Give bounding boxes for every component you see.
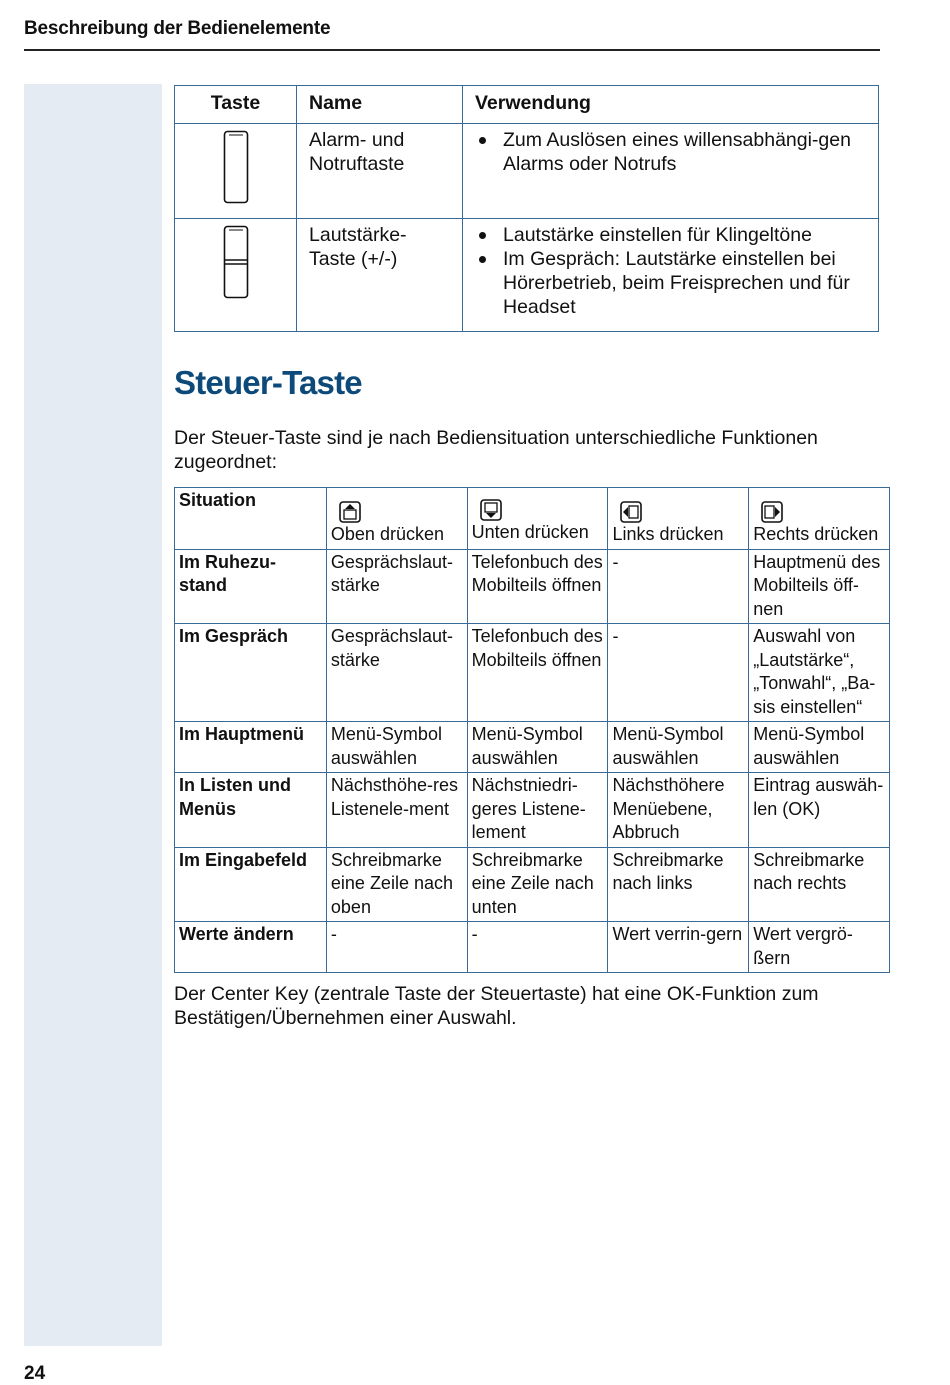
table-cell: Eintrag auswäh-len (OK)	[749, 773, 890, 848]
direction-label: Oben drücken	[330, 524, 444, 544]
table-cell: -	[326, 922, 467, 973]
table-cell: Telefonbuch des Mobilteils öffnen	[467, 624, 608, 722]
situation-cell: Im Ruhezu-stand	[175, 549, 327, 624]
header-up	[326, 488, 467, 550]
situation-cell: Im Gespräch	[175, 624, 327, 722]
keys-table	[174, 85, 879, 332]
header-down	[467, 488, 608, 550]
direction-label: Unten drücken	[471, 522, 589, 542]
direction-label: Links drücken	[612, 524, 724, 544]
header-situation: Situation	[175, 488, 327, 550]
key-icon-cell	[175, 219, 297, 332]
key-usage	[463, 219, 879, 332]
table-cell: Wert verrin-gern	[608, 922, 749, 973]
table-row	[175, 722, 890, 773]
page-number: 24	[24, 1363, 46, 1384]
table-cell: Telefonbuch des Mobilteils öffnen	[467, 549, 608, 624]
table-row	[175, 219, 879, 332]
keys-table-header-row	[175, 86, 879, 124]
intro-paragraph: Der Steuer-Taste sind je nach Bediensituation unterschiedliche Funktionen zugeordnet:	[174, 427, 818, 473]
outro-paragraph: Der Center Key (zentrale Taste der Steuertaste) hat eine OK-Funktion zum Bestätigen/Übernehmen einer Auswahl.	[174, 983, 819, 1029]
situation-cell: In Listen und Menüs	[175, 773, 327, 848]
table-row	[175, 549, 890, 624]
situation-cell: Werte ändern	[175, 922, 327, 973]
margin-band	[24, 84, 162, 1346]
header-verwendung: Verwendung	[463, 86, 879, 124]
table-cell: Menü-Symbol auswählen	[749, 722, 890, 773]
nav-left-icon	[620, 501, 642, 523]
split-rocker-key-icon	[223, 225, 249, 299]
section-title: Steuer-Taste	[174, 364, 362, 401]
table-cell: Menü-Symbol auswählen	[467, 722, 608, 773]
table-cell: -	[608, 549, 749, 624]
tall-single-key-icon	[223, 130, 249, 204]
key-icon-cell	[175, 124, 297, 219]
list-item: Im Gespräch: Lautstärke einstellen bei Hörerbetrieb, beim Freisprechen und für Headset	[475, 247, 866, 319]
steer-table-header-row	[175, 488, 890, 550]
table-row	[175, 124, 879, 219]
header-rule	[24, 49, 880, 51]
table-cell: Hauptmenü des Mobilteils öff-nen	[749, 549, 890, 624]
table-cell: Nächstniedri-geres Listene-lement	[467, 773, 608, 848]
list-item: Lautstärke einstellen für Klingeltöne	[475, 223, 866, 247]
key-name: Alarm- und Notruftaste	[297, 124, 463, 219]
table-cell: Nächsthöhe-res Listenele-ment	[326, 773, 467, 848]
key-usage	[463, 124, 879, 219]
table-cell: Schreibmarke eine Zeile nach oben	[326, 847, 467, 922]
table-cell: Menü-Symbol auswählen	[326, 722, 467, 773]
situation-cell: Im Eingabefeld	[175, 847, 327, 922]
steer-key-table	[174, 487, 890, 973]
nav-right-icon	[761, 501, 783, 523]
nav-up-icon	[339, 501, 361, 523]
table-row	[175, 847, 890, 922]
table-row	[175, 773, 890, 848]
running-header: Beschreibung der Bedienelemente	[24, 18, 331, 39]
table-cell: Gesprächslaut-stärke	[326, 549, 467, 624]
direction-label: Rechts drücken	[753, 524, 879, 544]
table-cell: Schreibmarke nach rechts	[749, 847, 890, 922]
table-cell: -	[467, 922, 608, 973]
situation-cell: Im Hauptmenü	[175, 722, 327, 773]
table-row	[175, 624, 890, 722]
nav-down-icon	[480, 499, 502, 521]
table-cell: Schreibmarke eine Zeile nach unten	[467, 847, 608, 922]
table-cell: Nächsthöhere Menüebene, Abbruch	[608, 773, 749, 848]
header-right	[749, 488, 890, 550]
table-cell: Auswahl von „Lautstärke“, „Tonwahl“, „Ba-sis einstellen“	[749, 624, 890, 722]
header-left	[608, 488, 749, 550]
table-cell: Wert vergrö-ßern	[749, 922, 890, 973]
list-item: Zum Auslösen eines willensabhängi-gen Alarms oder Notrufs	[475, 128, 866, 176]
key-name: Lautstärke-Taste (+/-)	[297, 219, 463, 332]
header-name: Name	[297, 86, 463, 124]
table-row	[175, 922, 890, 973]
table-cell: Menü-Symbol auswählen	[608, 722, 749, 773]
header-taste: Taste	[175, 86, 297, 124]
table-cell: Schreibmarke nach links	[608, 847, 749, 922]
table-cell: -	[608, 624, 749, 722]
table-cell: Gesprächslaut-stärke	[326, 624, 467, 722]
